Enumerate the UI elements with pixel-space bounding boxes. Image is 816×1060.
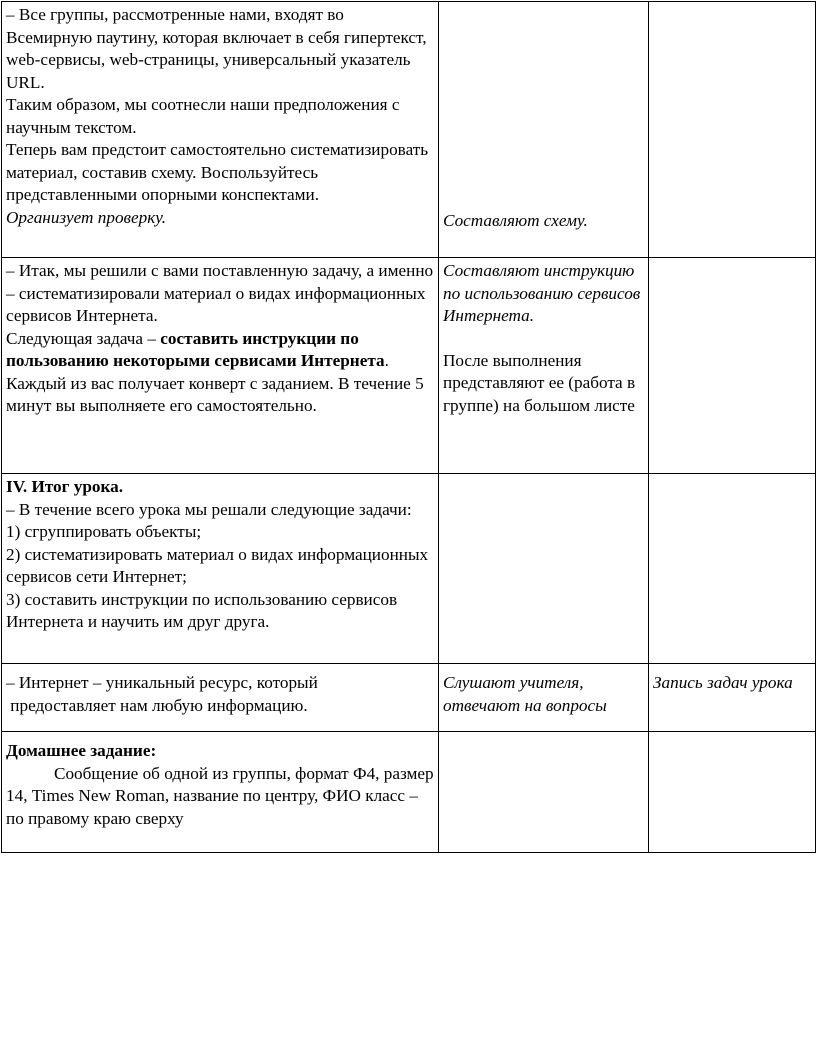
student-activity-text: Составляют инструкцию по использованию сервисов Интернета. <box>443 261 641 325</box>
paragraph: – Итак, мы решили с вами поставленную задачу, а именно – систематизировали материал о видах информационных сервисов Интернета. <box>6 261 434 325</box>
notes-cell <box>649 2 816 258</box>
list-item: 1) сгруппировать объекты; <box>6 522 202 541</box>
notes-cell <box>649 732 816 853</box>
student-activity-cell <box>439 474 649 664</box>
table-row <box>2 258 816 474</box>
teacher-activity-cell <box>2 258 439 474</box>
teacher-activity-cell <box>2 664 439 732</box>
paragraph: Таким образом, мы соотнесли наши предположения с научным текстом. <box>6 95 400 137</box>
table-row <box>2 732 816 853</box>
table-row <box>2 664 816 732</box>
notes-cell <box>649 474 816 664</box>
list-item: 2) систематизировать материал о видах информационных сервисов сети Интернет; <box>6 544 429 586</box>
student-activity-text: После выполнения представляют ее (работа в группе) на большом листе <box>443 350 636 415</box>
notes-cell <box>649 664 816 732</box>
notes-text: Запись задач урока <box>653 673 793 692</box>
teacher-activity-cell <box>2 732 439 853</box>
teacher-activity-cell <box>2 2 439 258</box>
task-bold: составить инструкции по пользованию некоторыми сервисами Интернета <box>6 328 385 370</box>
paragraph-italic: Организует проверку. <box>6 207 167 227</box>
paragraph: – Все группы, рассмотренные нами, входят во Всемирную паутину, которая включает в себя гипертекст, web-сервисы, web-страницы, универсальный указатель URL. <box>6 5 427 92</box>
paragraph: – В течение всего урока мы решали следующие задачи: <box>6 499 412 519</box>
paragraph: – Интернет – уникальный ресурс, который <box>6 673 318 692</box>
student-activity-cell <box>439 732 649 853</box>
student-activity-text: Составляют схему. <box>443 211 588 230</box>
list-item: 3) составить инструкции по использованию сервисов Интернета и научить им друг друга. <box>6 589 398 631</box>
section-heading: IV. Итог урока. <box>6 477 124 496</box>
task-prefix: Следующая задача – <box>6 328 161 348</box>
lesson-plan-table <box>1 1 816 853</box>
table-row <box>2 474 816 664</box>
notes-cell <box>649 258 816 474</box>
paragraph: Сообщение об одной из группы, формат Ф4, размер 14, Times New Roman, название по центру, ФИО класс – по правому краю сверху <box>6 763 434 828</box>
teacher-activity-cell <box>2 474 439 664</box>
paragraph <box>6 328 434 418</box>
section-heading: Домашнее задание: <box>6 741 157 760</box>
task-rest: . Каждый из вас получает конверт с заданием. В течение 5 минут вы выполняете его самостоятельно. <box>6 351 424 415</box>
table-row <box>2 2 816 258</box>
student-activity-cell <box>439 664 649 732</box>
paragraph: предоставляет нам любую информацию. <box>6 695 308 715</box>
paragraph: Теперь вам предстоит самостоятельно систематизировать материал, составив схему. Воспользуйтесь представленными опорными конспектами. <box>6 140 429 204</box>
student-activity-text: Слушают учителя, отвечают на вопросы <box>443 673 607 715</box>
student-activity-cell <box>439 258 649 474</box>
student-activity-cell <box>439 2 649 258</box>
